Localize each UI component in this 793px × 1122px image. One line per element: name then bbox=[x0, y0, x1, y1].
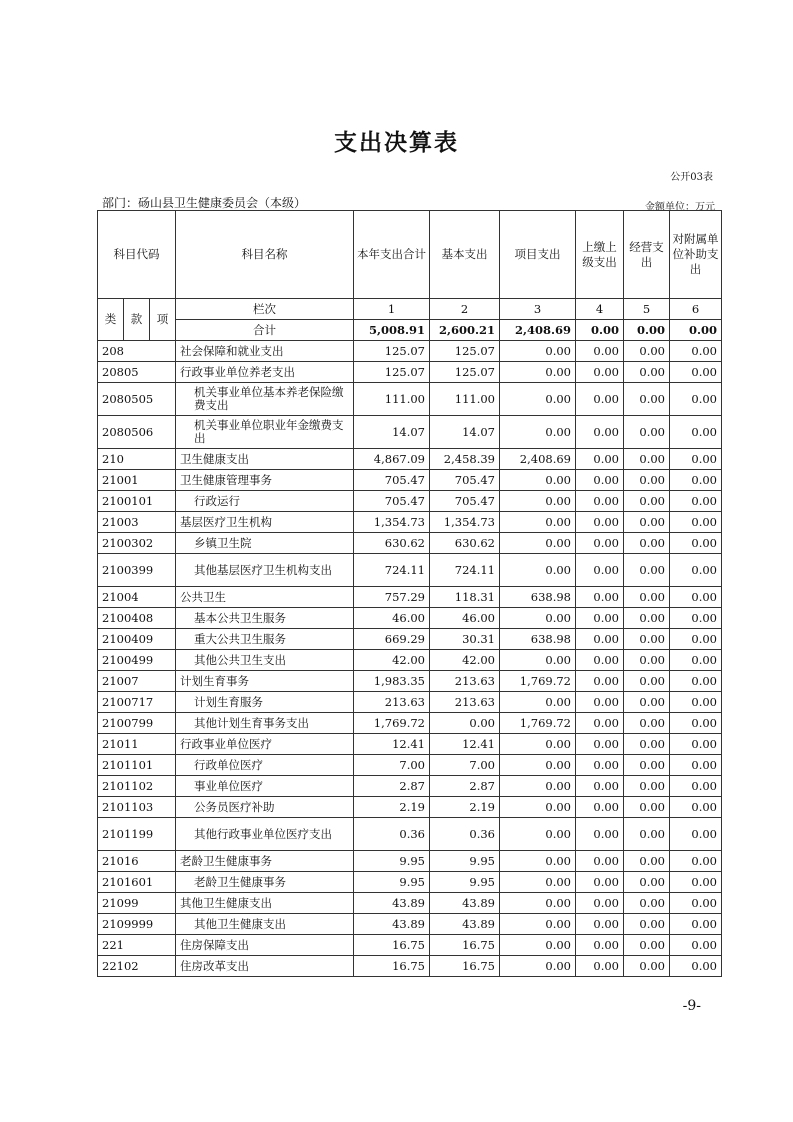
table-row bbox=[98, 872, 722, 893]
col-number: 6 bbox=[670, 299, 722, 320]
amount-cell: 7.00 bbox=[430, 755, 500, 776]
table-row bbox=[98, 491, 722, 512]
table-row bbox=[98, 449, 722, 470]
amount-cell: 0.00 bbox=[576, 650, 624, 671]
subject-code: 2101101 bbox=[98, 755, 176, 776]
subject-code: 21004 bbox=[98, 587, 176, 608]
amount-cell: 0.00 bbox=[670, 512, 722, 533]
subject-code: 210 bbox=[98, 449, 176, 470]
subject-code: 21016 bbox=[98, 851, 176, 872]
subject-code: 2100408 bbox=[98, 608, 176, 629]
amount-cell: 0.00 bbox=[500, 650, 576, 671]
subject-code: 2100409 bbox=[98, 629, 176, 650]
amount-cell: 0.00 bbox=[576, 671, 624, 692]
amount-cell: 0.00 bbox=[670, 470, 722, 491]
table-row bbox=[98, 362, 722, 383]
subject-name: 事业单位医疗 bbox=[176, 776, 354, 797]
header-upper: 上缴上级支出 bbox=[576, 211, 624, 299]
subject-code: 2101103 bbox=[98, 797, 176, 818]
amount-cell: 43.89 bbox=[354, 893, 430, 914]
subject-name: 卫生健康管理事务 bbox=[176, 470, 354, 491]
amount-cell: 0.00 bbox=[624, 818, 670, 851]
amount-cell: 0.00 bbox=[670, 797, 722, 818]
amount-cell: 0.00 bbox=[624, 362, 670, 383]
amount-cell: 0.00 bbox=[576, 512, 624, 533]
amount-cell: 43.89 bbox=[430, 914, 500, 935]
amount-cell: 125.07 bbox=[354, 362, 430, 383]
amount-cell: 42.00 bbox=[354, 650, 430, 671]
amount-cell: 12.41 bbox=[354, 734, 430, 755]
table-row bbox=[98, 512, 722, 533]
amount-cell: 43.89 bbox=[354, 914, 430, 935]
amount-cell: 2.19 bbox=[354, 797, 430, 818]
amount-cell: 757.29 bbox=[354, 587, 430, 608]
amount-cell: 0.00 bbox=[500, 341, 576, 362]
table-row bbox=[98, 818, 722, 851]
amount-cell: 0.00 bbox=[624, 512, 670, 533]
table-row bbox=[98, 893, 722, 914]
amount-cell: 0.00 bbox=[670, 449, 722, 470]
table-row bbox=[98, 776, 722, 797]
amount-cell: 1,769.72 bbox=[500, 713, 576, 734]
amount-cell: 0.00 bbox=[624, 692, 670, 713]
amount-cell: 0.00 bbox=[500, 608, 576, 629]
amount-cell: 9.95 bbox=[354, 851, 430, 872]
table-row bbox=[98, 341, 722, 362]
amount-cell: 0.00 bbox=[500, 851, 576, 872]
subject-name: 行政单位医疗 bbox=[176, 755, 354, 776]
amount-cell: 0.00 bbox=[500, 692, 576, 713]
amount-cell: 0.00 bbox=[624, 449, 670, 470]
table-row bbox=[98, 383, 722, 416]
amount-cell: 0.00 bbox=[500, 872, 576, 893]
amount-cell: 0.36 bbox=[354, 818, 430, 851]
total-label: 合计 bbox=[176, 320, 354, 341]
table-row bbox=[98, 608, 722, 629]
amount-cell: 0.00 bbox=[670, 671, 722, 692]
amount-cell: 0.00 bbox=[500, 755, 576, 776]
amount-cell: 9.95 bbox=[430, 851, 500, 872]
table-row bbox=[98, 692, 722, 713]
page-number: -9- bbox=[682, 998, 701, 1014]
table-row bbox=[98, 734, 722, 755]
amount-cell: 0.00 bbox=[576, 914, 624, 935]
subject-code: 2100799 bbox=[98, 713, 176, 734]
subject-code: 21007 bbox=[98, 671, 176, 692]
col-number: 5 bbox=[624, 299, 670, 320]
amount-cell: 0.00 bbox=[670, 734, 722, 755]
amount-cell: 2,408.69 bbox=[500, 449, 576, 470]
amount-cell: 0.00 bbox=[670, 818, 722, 851]
amount-cell: 0.00 bbox=[430, 713, 500, 734]
amount-cell: 630.62 bbox=[354, 533, 430, 554]
subject-name: 行政事业单位医疗 bbox=[176, 734, 354, 755]
amount-cell: 0.00 bbox=[670, 650, 722, 671]
amount-cell: 0.00 bbox=[624, 470, 670, 491]
amount-cell: 0.00 bbox=[576, 872, 624, 893]
amount-cell: 724.11 bbox=[354, 554, 430, 587]
amount-cell: 1,769.72 bbox=[354, 713, 430, 734]
amount-cell: 705.47 bbox=[430, 491, 500, 512]
amount-cell: 118.31 bbox=[430, 587, 500, 608]
subject-name: 行政运行 bbox=[176, 491, 354, 512]
table-row bbox=[98, 671, 722, 692]
amount-cell: 0.00 bbox=[500, 470, 576, 491]
amount-cell: 0.00 bbox=[624, 650, 670, 671]
subject-name: 社会保障和就业支出 bbox=[176, 341, 354, 362]
amount-cell: 0.00 bbox=[576, 713, 624, 734]
amount-cell: 0.00 bbox=[500, 914, 576, 935]
amount-cell: 2.87 bbox=[430, 776, 500, 797]
amount-cell: 0.00 bbox=[670, 776, 722, 797]
amount-cell: 213.63 bbox=[354, 692, 430, 713]
amount-cell: 2.19 bbox=[430, 797, 500, 818]
amount-cell: 14.07 bbox=[354, 416, 430, 449]
amount-cell: 111.00 bbox=[354, 383, 430, 416]
amount-cell: 213.63 bbox=[430, 692, 500, 713]
header-column-label: 栏次 bbox=[176, 299, 354, 320]
amount-cell: 0.00 bbox=[500, 797, 576, 818]
amount-cell: 0.00 bbox=[670, 893, 722, 914]
table-row bbox=[98, 851, 722, 872]
subject-name: 住房保障支出 bbox=[176, 935, 354, 956]
subject-name: 乡镇卫生院 bbox=[176, 533, 354, 554]
subject-code: 2100717 bbox=[98, 692, 176, 713]
subject-name: 机关事业单位基本养老保险缴费支出 bbox=[176, 383, 354, 416]
header-basic: 基本支出 bbox=[430, 211, 500, 299]
amount-cell: 12.41 bbox=[430, 734, 500, 755]
header-total: 本年支出合计 bbox=[354, 211, 430, 299]
amount-cell: 0.00 bbox=[624, 554, 670, 587]
amount-cell: 0.00 bbox=[670, 851, 722, 872]
table-row bbox=[98, 797, 722, 818]
header-code: 科目代码 bbox=[98, 211, 176, 299]
amount-cell: 0.00 bbox=[576, 554, 624, 587]
amount-cell: 0.00 bbox=[624, 491, 670, 512]
subject-name: 其他基层医疗卫生机构支出 bbox=[176, 554, 354, 587]
col-number: 2 bbox=[430, 299, 500, 320]
table-row bbox=[98, 629, 722, 650]
amount-cell: 0.00 bbox=[500, 818, 576, 851]
table-row bbox=[98, 914, 722, 935]
amount-cell: 0.00 bbox=[670, 533, 722, 554]
subject-code: 20805 bbox=[98, 362, 176, 383]
subject-name: 公共卫生 bbox=[176, 587, 354, 608]
total-value: 0.00 bbox=[670, 320, 722, 341]
amount-cell: 669.29 bbox=[354, 629, 430, 650]
subject-code: 208 bbox=[98, 341, 176, 362]
amount-cell: 0.00 bbox=[576, 449, 624, 470]
subject-name: 其他计划生育事务支出 bbox=[176, 713, 354, 734]
amount-cell: 0.00 bbox=[624, 533, 670, 554]
header-project: 项目支出 bbox=[500, 211, 576, 299]
subject-code: 2101102 bbox=[98, 776, 176, 797]
amount-cell: 0.00 bbox=[670, 629, 722, 650]
header-kuan: 款 bbox=[124, 299, 150, 341]
amount-cell: 0.00 bbox=[576, 416, 624, 449]
amount-cell: 0.00 bbox=[500, 554, 576, 587]
table-row bbox=[98, 713, 722, 734]
amount-cell: 0.00 bbox=[576, 935, 624, 956]
table-row bbox=[98, 533, 722, 554]
amount-cell: 0.00 bbox=[576, 776, 624, 797]
amount-cell: 46.00 bbox=[354, 608, 430, 629]
amount-cell: 0.00 bbox=[500, 935, 576, 956]
subject-name: 住房改革支出 bbox=[176, 956, 354, 977]
amount-cell: 0.00 bbox=[624, 608, 670, 629]
amount-cell: 0.00 bbox=[576, 608, 624, 629]
department-label: 部门：砀山县卫生健康委员会（本级） bbox=[102, 196, 307, 210]
amount-cell: 16.75 bbox=[354, 935, 430, 956]
subject-name: 重大公共卫生服务 bbox=[176, 629, 354, 650]
amount-cell: 724.11 bbox=[430, 554, 500, 587]
amount-cell: 0.00 bbox=[624, 587, 670, 608]
subject-name: 计划生育服务 bbox=[176, 692, 354, 713]
amount-cell: 0.00 bbox=[624, 734, 670, 755]
subject-name: 其他卫生健康支出 bbox=[176, 914, 354, 935]
amount-cell: 0.00 bbox=[576, 956, 624, 977]
amount-cell: 0.00 bbox=[624, 713, 670, 734]
amount-cell: 1,354.73 bbox=[354, 512, 430, 533]
amount-cell: 9.95 bbox=[430, 872, 500, 893]
amount-cell: 0.00 bbox=[500, 383, 576, 416]
amount-cell: 0.00 bbox=[624, 872, 670, 893]
amount-cell: 0.00 bbox=[670, 608, 722, 629]
amount-cell: 0.00 bbox=[670, 914, 722, 935]
subject-code: 2080506 bbox=[98, 416, 176, 449]
amount-cell: 0.00 bbox=[670, 362, 722, 383]
amount-cell: 111.00 bbox=[430, 383, 500, 416]
col-number: 1 bbox=[354, 299, 430, 320]
amount-cell: 43.89 bbox=[430, 893, 500, 914]
subject-name: 基本公共卫生服务 bbox=[176, 608, 354, 629]
amount-cell: 7.00 bbox=[354, 755, 430, 776]
header-xiang: 项 bbox=[150, 299, 176, 341]
amount-cell: 0.00 bbox=[576, 470, 624, 491]
subject-name: 老龄卫生健康事务 bbox=[176, 872, 354, 893]
amount-cell: 638.98 bbox=[500, 587, 576, 608]
amount-cell: 0.00 bbox=[624, 341, 670, 362]
amount-cell: 0.00 bbox=[576, 734, 624, 755]
amount-cell: 9.95 bbox=[354, 872, 430, 893]
amount-cell: 0.00 bbox=[670, 872, 722, 893]
amount-cell: 0.00 bbox=[500, 416, 576, 449]
column-number-row bbox=[98, 299, 722, 320]
amount-cell: 0.00 bbox=[576, 587, 624, 608]
amount-cell: 0.00 bbox=[624, 776, 670, 797]
table-row bbox=[98, 470, 722, 491]
amount-cell: 0.00 bbox=[670, 416, 722, 449]
amount-cell: 0.00 bbox=[500, 734, 576, 755]
header-row bbox=[98, 211, 722, 299]
amount-cell: 638.98 bbox=[500, 629, 576, 650]
amount-cell: 0.00 bbox=[624, 893, 670, 914]
amount-cell: 0.00 bbox=[500, 776, 576, 797]
subject-code: 21001 bbox=[98, 470, 176, 491]
amount-cell: 0.00 bbox=[670, 341, 722, 362]
table-row bbox=[98, 554, 722, 587]
header-name: 科目名称 bbox=[176, 211, 354, 299]
amount-cell: 30.31 bbox=[430, 629, 500, 650]
total-value: 0.00 bbox=[576, 320, 624, 341]
header-lei: 类 bbox=[98, 299, 124, 341]
subject-code: 2100101 bbox=[98, 491, 176, 512]
amount-cell: 0.00 bbox=[624, 671, 670, 692]
amount-cell: 0.00 bbox=[576, 755, 624, 776]
amount-cell: 0.00 bbox=[670, 713, 722, 734]
amount-cell: 0.00 bbox=[500, 533, 576, 554]
amount-cell: 14.07 bbox=[430, 416, 500, 449]
amount-cell: 0.00 bbox=[576, 383, 624, 416]
amount-cell: 0.00 bbox=[670, 383, 722, 416]
amount-cell: 0.00 bbox=[670, 935, 722, 956]
amount-cell: 2.87 bbox=[354, 776, 430, 797]
amount-cell: 0.00 bbox=[500, 512, 576, 533]
subject-name: 计划生育事务 bbox=[176, 671, 354, 692]
amount-cell: 0.00 bbox=[670, 755, 722, 776]
subject-name: 行政事业单位养老支出 bbox=[176, 362, 354, 383]
amount-cell: 0.00 bbox=[670, 587, 722, 608]
amount-cell: 0.00 bbox=[670, 554, 722, 587]
amount-cell: 0.00 bbox=[576, 629, 624, 650]
table-row bbox=[98, 956, 722, 977]
amount-cell: 125.07 bbox=[430, 341, 500, 362]
amount-cell: 1,769.72 bbox=[500, 671, 576, 692]
amount-cell: 0.00 bbox=[576, 818, 624, 851]
expenditure-table bbox=[97, 210, 722, 977]
subject-code: 22102 bbox=[98, 956, 176, 977]
amount-unit-label: 金额单位：万元 bbox=[645, 202, 715, 213]
table-row bbox=[98, 587, 722, 608]
amount-cell: 1,354.73 bbox=[430, 512, 500, 533]
amount-cell: 0.00 bbox=[576, 341, 624, 362]
amount-cell: 16.75 bbox=[430, 935, 500, 956]
amount-cell: 0.00 bbox=[500, 893, 576, 914]
subject-code: 2109999 bbox=[98, 914, 176, 935]
subject-name: 公务员医疗补助 bbox=[176, 797, 354, 818]
amount-cell: 0.00 bbox=[576, 797, 624, 818]
table-row bbox=[98, 650, 722, 671]
total-value: 2,408.69 bbox=[500, 320, 576, 341]
amount-cell: 0.00 bbox=[624, 914, 670, 935]
subject-name: 其他行政事业单位医疗支出 bbox=[176, 818, 354, 851]
amount-cell: 42.00 bbox=[430, 650, 500, 671]
amount-cell: 213.63 bbox=[430, 671, 500, 692]
amount-cell: 4,867.09 bbox=[354, 449, 430, 470]
table-row bbox=[98, 755, 722, 776]
amount-cell: 0.00 bbox=[670, 491, 722, 512]
amount-cell: 0.00 bbox=[624, 416, 670, 449]
subject-code: 21003 bbox=[98, 512, 176, 533]
amount-cell: 0.00 bbox=[624, 956, 670, 977]
subject-name: 其他卫生健康支出 bbox=[176, 893, 354, 914]
subject-name: 卫生健康支出 bbox=[176, 449, 354, 470]
amount-cell: 2,458.39 bbox=[430, 449, 500, 470]
amount-cell: 0.00 bbox=[576, 893, 624, 914]
total-value: 5,008.91 bbox=[354, 320, 430, 341]
amount-cell: 0.00 bbox=[576, 491, 624, 512]
amount-cell: 0.00 bbox=[670, 956, 722, 977]
amount-cell: 0.00 bbox=[624, 851, 670, 872]
subject-name: 基层医疗卫生机构 bbox=[176, 512, 354, 533]
total-row bbox=[98, 320, 722, 341]
amount-cell: 0.00 bbox=[624, 797, 670, 818]
amount-cell: 125.07 bbox=[354, 341, 430, 362]
col-number: 4 bbox=[576, 299, 624, 320]
amount-cell: 0.00 bbox=[624, 383, 670, 416]
amount-cell: 0.00 bbox=[576, 362, 624, 383]
subject-code: 21099 bbox=[98, 893, 176, 914]
table-row bbox=[98, 416, 722, 449]
amount-cell: 125.07 bbox=[430, 362, 500, 383]
amount-cell: 0.00 bbox=[624, 935, 670, 956]
subject-name: 其他公共卫生支出 bbox=[176, 650, 354, 671]
amount-cell: 0.00 bbox=[670, 692, 722, 713]
form-number: 公开03表 bbox=[670, 172, 713, 183]
subject-code: 2080505 bbox=[98, 383, 176, 416]
amount-cell: 705.47 bbox=[354, 470, 430, 491]
amount-cell: 0.00 bbox=[576, 851, 624, 872]
table-body bbox=[98, 341, 722, 977]
subject-code: 2100499 bbox=[98, 650, 176, 671]
amount-cell: 0.00 bbox=[576, 692, 624, 713]
page-title: 支出决算表 bbox=[334, 130, 459, 156]
total-value: 2,600.21 bbox=[430, 320, 500, 341]
amount-cell: 0.36 bbox=[430, 818, 500, 851]
table-row bbox=[98, 935, 722, 956]
amount-cell: 16.75 bbox=[430, 956, 500, 977]
subject-name: 机关事业单位职业年金缴费支出 bbox=[176, 416, 354, 449]
subject-code: 2100399 bbox=[98, 554, 176, 587]
header-subsidy: 对附属单位补助支出 bbox=[670, 211, 722, 299]
subject-name: 老龄卫生健康事务 bbox=[176, 851, 354, 872]
amount-cell: 0.00 bbox=[500, 362, 576, 383]
amount-cell: 1,983.35 bbox=[354, 671, 430, 692]
amount-cell: 0.00 bbox=[576, 533, 624, 554]
subject-code: 221 bbox=[98, 935, 176, 956]
header-operating: 经营支出 bbox=[624, 211, 670, 299]
subject-code: 2101199 bbox=[98, 818, 176, 851]
amount-cell: 630.62 bbox=[430, 533, 500, 554]
col-number: 3 bbox=[500, 299, 576, 320]
subject-code: 21011 bbox=[98, 734, 176, 755]
amount-cell: 0.00 bbox=[624, 629, 670, 650]
amount-cell: 705.47 bbox=[354, 491, 430, 512]
amount-cell: 16.75 bbox=[354, 956, 430, 977]
subject-code: 2101601 bbox=[98, 872, 176, 893]
amount-cell: 0.00 bbox=[500, 956, 576, 977]
amount-cell: 0.00 bbox=[500, 491, 576, 512]
total-value: 0.00 bbox=[624, 320, 670, 341]
amount-cell: 705.47 bbox=[430, 470, 500, 491]
amount-cell: 0.00 bbox=[624, 755, 670, 776]
amount-cell: 46.00 bbox=[430, 608, 500, 629]
subject-code: 2100302 bbox=[98, 533, 176, 554]
